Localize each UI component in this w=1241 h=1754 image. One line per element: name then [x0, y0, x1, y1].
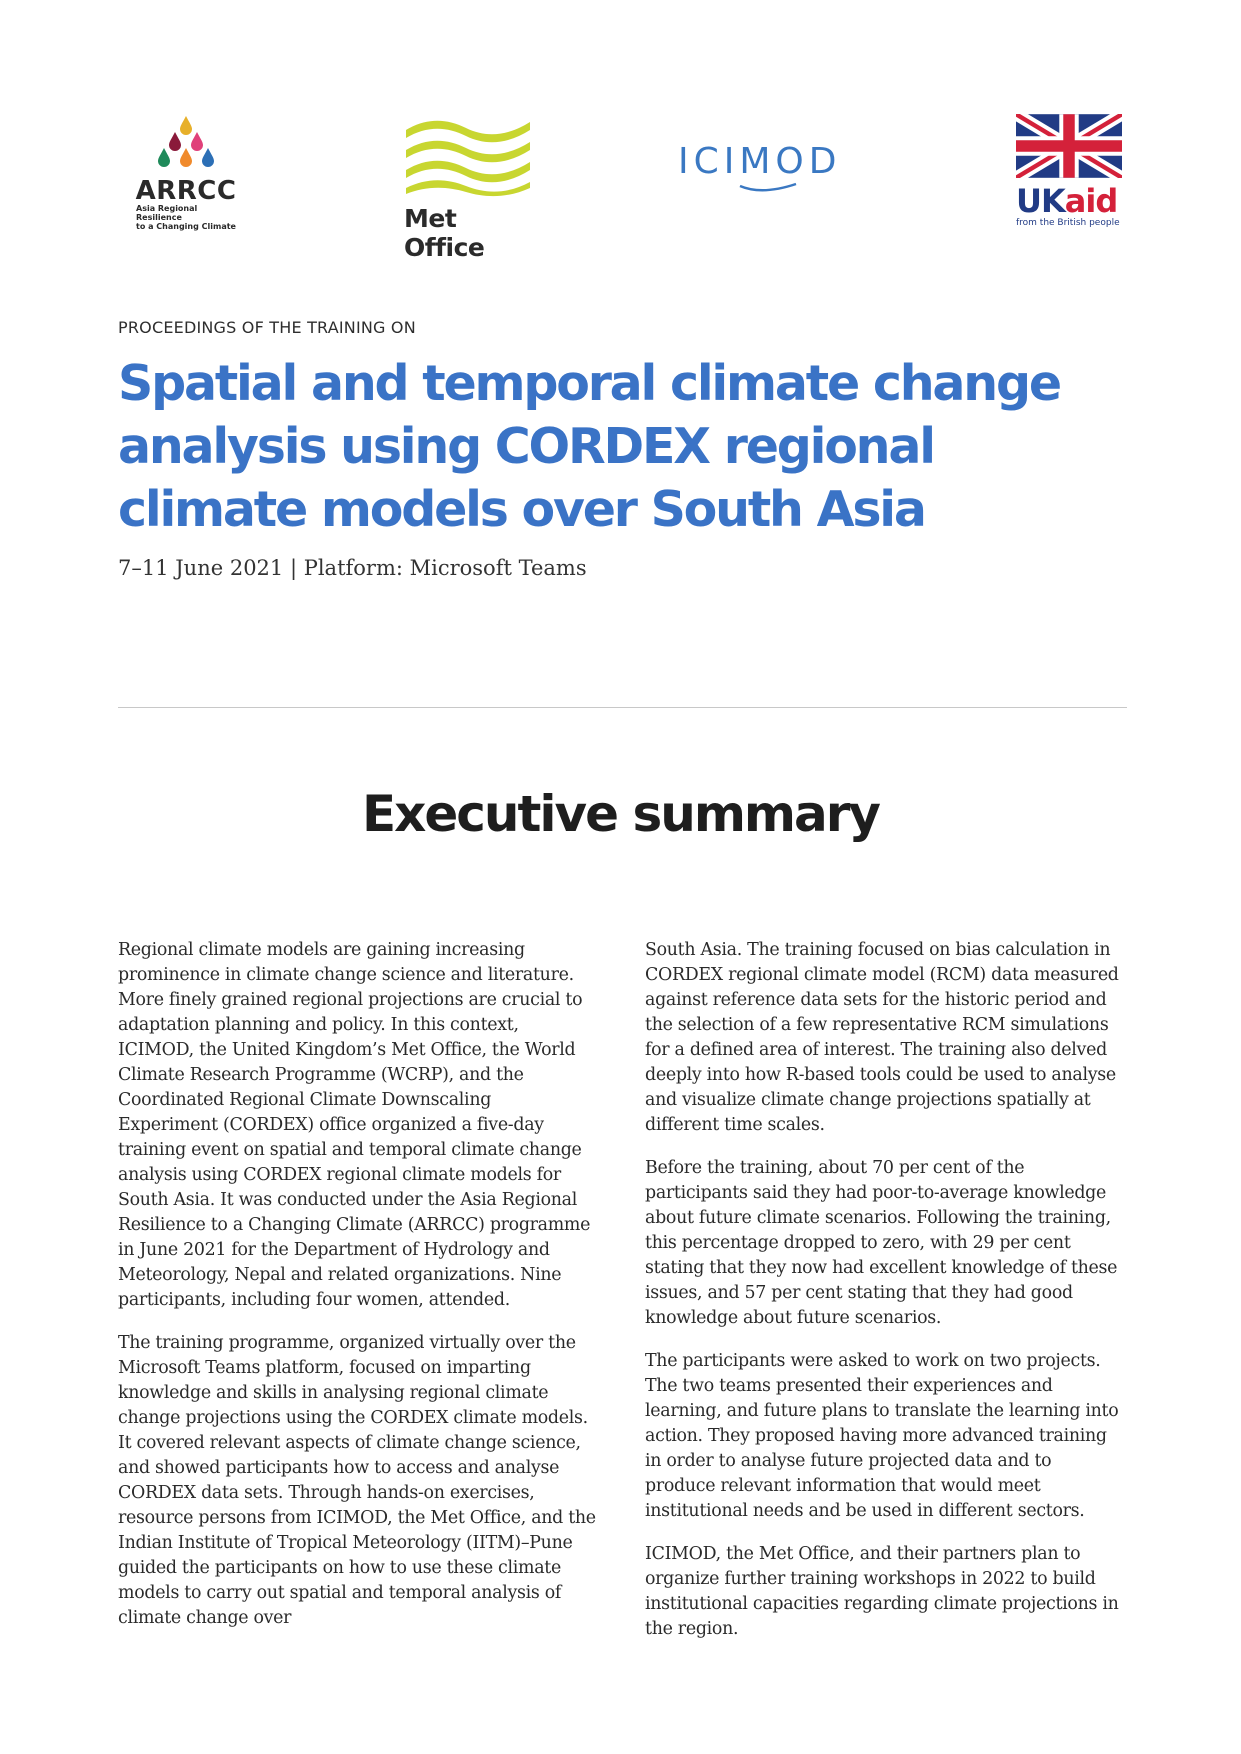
- divider: [118, 707, 1127, 708]
- summary-paragraph: South Asia. The training focused on bias calculation in CORDEX regional climate model (RCM) data measured against reference data sets for the historic period and the selection of a few representative RCM simulations for a defined area of interest. The training also delved deeply into how R-based tools could be used to analyse and visualize climate change projections spatially at different time scales.: [645, 940, 1119, 1135]
- column-left: [118, 938, 596, 1649]
- section-heading: Executive summary: [361, 785, 880, 843]
- summary-paragraph: ICIMOD, the Met Office, and their partners plan to organize further training workshops in 2022 to build institutional capacities regarding climate projections in the region.: [645, 1544, 1119, 1639]
- met-office-logo: [404, 116, 544, 262]
- arrcc-tagline-2: to a Changing Climate: [136, 222, 236, 231]
- icimod-logo: [678, 142, 868, 192]
- met-office-name: Met Office: [404, 204, 485, 262]
- icimod-wave-icon: [738, 182, 798, 192]
- ukaid-name: [1016, 184, 1124, 218]
- ukaid-logo: [1016, 114, 1124, 228]
- summary-paragraph: Regional climate models are gaining increasing prominence in climate change science and literature. More finely grained regional projections are crucial to adaptation planning and policy. In this context, ICIMOD, the United Kingdom’s Met Office, the World Climate Research Programme (WCRP), and the Coordinated Regional Climate Downscaling Experiment (CORDEX) office organized a five-day training event on spatial and temporal climate change analysis using CORDEX regional climate models for South Asia. It was conducted under the Asia Regional Resilience to a Changing Climate (ARRCC) programme in June 2021 for the Department of Hydrology and Meteorology, Nepal and related organizations. Nine participants, including four women, attended.: [118, 940, 591, 1310]
- met-office-waves-icon: [404, 116, 532, 198]
- event-meta: 7–11 June 2021 | Platform: Microsoft Teams: [118, 556, 587, 580]
- summary-paragraph: Before the training, about 70 per cent of the participants said they had poor-to-average knowledge about future climate scenarios. Following the training, this percentage dropped to zero, with 29 per cent stating that they now had excellent knowledge of these issues, and 57 per cent stating that they had good knowledge about future scenarios.: [645, 1158, 1118, 1328]
- ukaid-uk: UK: [1016, 182, 1065, 220]
- ukaid-tagline: from the British people: [1016, 218, 1120, 228]
- column-right: [645, 938, 1123, 1660]
- summary-paragraph: The training programme, organized virtually over the Microsoft Teams platform, focused on imparting knowledge and skills in analysing regional climate change projections using the CORDEX climate models. It covered relevant aspects of climate change science, and showed participants how to access and analyse CORDEX data sets. Through hands-on exercises, resource persons from ICIMOD, the Met Office, and the Indian Institute of Tropical Meteorology (IITM)–Pune guided the participants on how to use these climate models to carry out spatial and temporal analysis of climate change over: [118, 1333, 596, 1628]
- icimod-name: ICIMOD: [678, 141, 842, 182]
- page-title: Spatial and temporal climate change analysis using CORDEX regional climate models over South Asia: [118, 355, 1060, 538]
- union-flag-icon: [1016, 114, 1122, 178]
- summary-paragraph: The participants were asked to work on two projects. The two teams presented their experiences and learning, and future plans to translate the learning into action. They proposed having more advanced training in order to analyse future projected data and to produce relevant information that would meet institutional needs and be used in different sectors.: [645, 1351, 1119, 1521]
- arrcc-drops-icon: [150, 114, 222, 176]
- arrcc-tagline-1: Asia Regional Resilience: [136, 204, 198, 222]
- arrcc-name: ARRCC: [135, 176, 237, 206]
- arrcc-logo: [128, 114, 244, 231]
- kicker: PROCEEDINGS OF THE TRAINING ON: [118, 318, 416, 337]
- partner-logos: [118, 100, 1128, 262]
- ukaid-aid: aid: [1064, 182, 1118, 220]
